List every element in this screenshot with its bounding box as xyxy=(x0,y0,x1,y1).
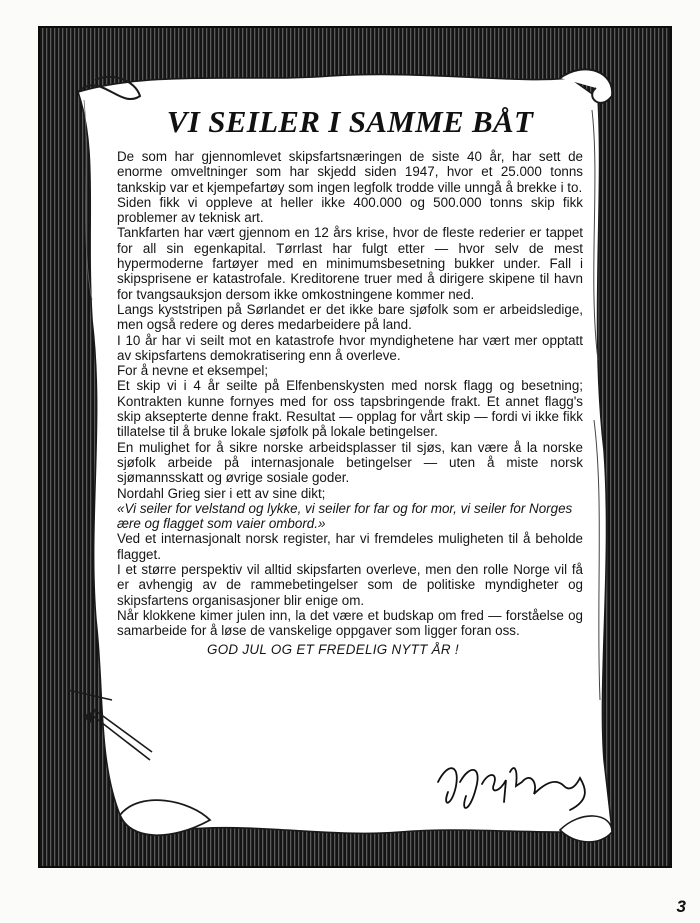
page-number: 3 xyxy=(676,897,686,916)
paragraph: De som har gjennomlevet skipsfartsnæringen de siste 40 år, har sett de enorme omveltninger som har skjedd siden 1947, hvor et 25.000 tonns tankskip var et kjempefartøy som ingen legfolk trodde ville unngå å brekke i to. xyxy=(117,149,583,195)
paragraph: I et større perspektiv vil alltid skipsfarten overleve, men den rolle Norge vil få er avhengig av de rammebetingelser som de politiske myndigheter og skipsfartens organisasjoner blir enige om. xyxy=(117,562,583,608)
handwritten-signature xyxy=(430,742,600,822)
paragraph: For å nevne et eksempel; xyxy=(117,363,269,379)
letter-title: VI SEILER I SAMME BÅT xyxy=(166,104,534,139)
paragraph: Nordahl Grieg sier i ett av sine dikt; xyxy=(117,485,326,501)
paragraph: Langs kyststripen på Sørlandet er det ikke bare sjøfolk som er arbeidsledige, men også redere og deres medarbeidere på land. xyxy=(117,301,583,333)
paragraph: En mulighet for å sikre norske arbeidsplasser til sjøs, kan være å la norske sjøfolk arbeide på internasjonale betingelser — uten å miste norsk sjømannsskatt og øvrige sosiale goder. xyxy=(117,439,583,486)
letter-body xyxy=(117,149,583,657)
paragraph: Når klokkene kimer julen inn, la det være et budskap om fred — forståelse og samarbeide for å løse de vanskelige oppgaver som ligger foran oss. xyxy=(117,607,583,639)
paragraph: Ved et internasjonalt norsk register, har vi fremdeles muligheten til å beholde flagget. xyxy=(117,531,583,562)
poem-quote: «Vi seiler for velstand og lykke, vi seiler for far og for mor, vi seiler for Norges ære og flagget som vaier ombord.» xyxy=(117,500,573,532)
paragraph: Siden fikk vi oppleve at heller ikke 400.000 og 500.000 tonns skip fikk problemer av teknisk art. xyxy=(117,194,583,226)
paragraph: I 10 år har vi seilt mot en katastrofe hvor myndighetene har vært mer opptatt av skipsfartens demokratisering enn å overleve. xyxy=(117,332,583,363)
paragraph: Et skip vi i 4 år seilte på Elfenbenskysten med norsk flagg og besetning; Kontrakten kunne fornyes med for oss tapsbringende frakt. Et annet flagg's skip aksepterte denne frakt. Resultat — opplag for vårt skip — fordi vi ikke fikk tillatelse til å bruke lokale sjøfolk på lokale betingelser. xyxy=(117,378,583,440)
holiday-greeting: GOD JUL OG ET FREDELIG NYTT ÅR ! xyxy=(207,641,459,657)
paragraph: Tankfarten har vært gjennom en 12 års krise, hvor de fleste rederier er tappet for all sin egenkapital. Tørrlast har fulgt etter — hvor selv de mest hypermoderne fartøyer med en minimumsbesetning bukker under. Fall i skipsprisene er katastrofale. Kreditorene truer med å dirigere skipene til havn for tvangsauksjon dersom ikke omkostningene kommer ned. xyxy=(117,225,583,302)
